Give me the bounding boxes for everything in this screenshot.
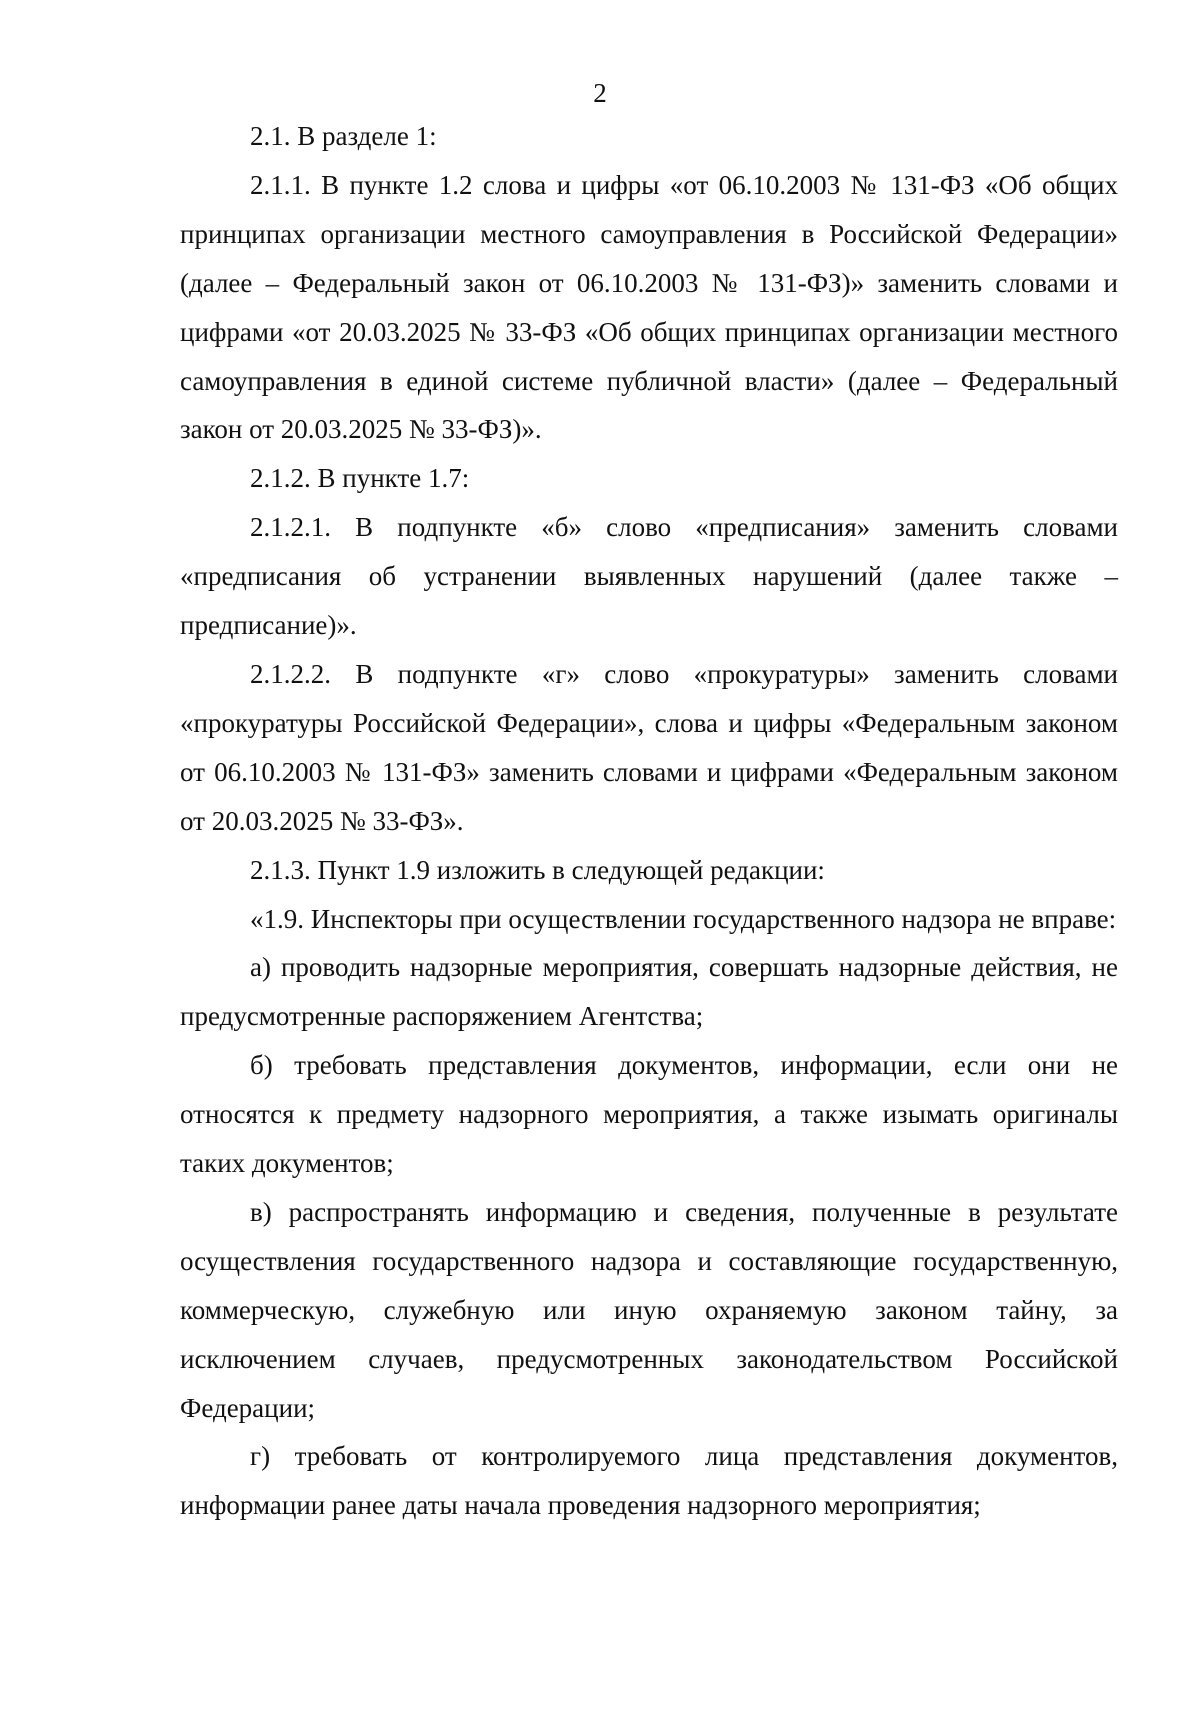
paragraph-1-9: «1.9. Инспекторы при осуществлении государственного надзора не вправе:	[250, 903, 1117, 934]
paragraph-item-g: г) требовать от контролируемого лица представления документов, информации ранее даты начала проведения надзорного мероприятия;	[180, 1441, 1118, 1521]
paragraph-item-a: а) проводить надзорные мероприятия, совершать надзорные действия, не предусмотренные распоряжением Агентства;	[180, 952, 1118, 1032]
paragraph-2-1-2-2: 2.1.2.2. В подпункте «г» слово «прокуратуры» заменить словами «прокуратуры Российской Федерации», слова и цифры «Федеральным законом от 06.10.2003 № 131-ФЗ» заменить словами и цифрами «Федеральным законом от 20.03.2025 № 33-ФЗ».	[180, 658, 1118, 836]
paragraph-2-1-2: 2.1.2. В пункте 1.7:	[250, 463, 470, 494]
page-number: 2	[593, 78, 607, 108]
paragraph-2-1-1: 2.1.1. В пункте 1.2 слова и цифры «от 06.10.2003 № 131-ФЗ «Об общих принципах организации местного самоуправления в Российской Федерации» (далее – Федеральный закон от 06.10.2003 № 131-ФЗ)» заменить словами и цифрами «от 20.03.2025 № 33-ФЗ «Об общих принципах организации местного самоуправления в единой системе публичной власти» (далее – Федеральный закон от 20.03.2025 № 33-ФЗ)».	[180, 169, 1118, 445]
paragraph-item-b: б) требовать представления документов, информации, если они не относятся к предмету надзорного мероприятия, а также изымать оригиналы таких документов;	[180, 1050, 1118, 1179]
paragraph-2-1-3: 2.1.3. Пункт 1.9 изложить в следующей редакции:	[250, 854, 825, 885]
paragraph-2-1: 2.1. В разделе 1:	[250, 121, 437, 151]
document-body	[180, 112, 1118, 1530]
paragraph-item-v: в) распространять информацию и сведения, полученные в результате осуществления государственного надзора и составляющие государственную, коммерческую, служебную или иную охраняемую законом тайну, за исключением случаев, предусмотренных законодательством Российской Федерации;	[180, 1196, 1118, 1423]
paragraph-2-1-2-1: 2.1.2.1. В подпункте «б» слово «предписания» заменить словами «предписания об устранении выявленных нарушений (далее также – предписание)».	[180, 512, 1118, 641]
